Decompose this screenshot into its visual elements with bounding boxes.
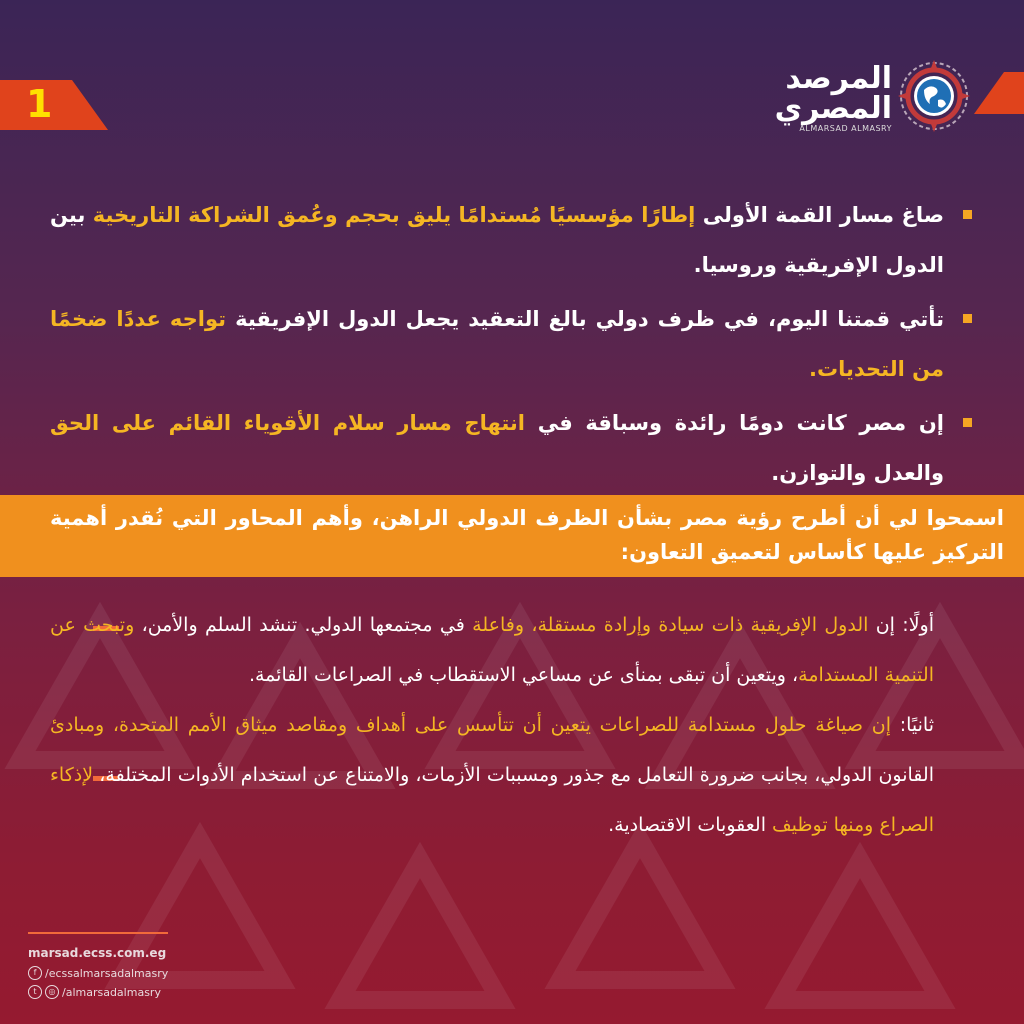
body-text: العقوبات الاقتصادية. (608, 814, 773, 836)
body-text: القانون الدولي، بجانب ضرورة التعامل مع جذور ومسببات الأزمات، والامتناع عن استخدام الأدوات المختلفة، (93, 764, 934, 786)
footer (28, 946, 168, 1004)
vision-points-list (50, 600, 934, 850)
orange-banner (0, 495, 1024, 577)
instagram-icon: ◎ (45, 985, 59, 999)
social-handle: /almarsadalmasry (62, 985, 161, 999)
globe-icon (898, 60, 970, 132)
bullet-item (50, 190, 974, 290)
highlighted-text: وتبحث عن التنمية المستدامة (50, 614, 934, 686)
body-text: والعدل والتوازن. (771, 461, 944, 485)
highlighted-text: إن صياغة حلول مستدامة للصراعات يتعين أن تتأسس على أهداف ومقاصد ميثاق الأمم المتحدة، ومبادئ (50, 714, 891, 736)
highlighted-text: إطارًا مؤسسيًا مُستدامًا يليق بحجم وعُمق الشراكة التاريخية (92, 203, 696, 227)
banner-text: اسمحوا لي أن أطرح رؤية مصر بشأن الظرف الدولي الراهن، وأهم المحاور التي نُقدر أهمية التركيز عليها كأساس لتعميق التعاون: (50, 506, 1004, 564)
body-text: في مجتمعها الدولي. تنشد السلم والأمن، (134, 614, 473, 636)
footer-website[interactable]: marsad.ecss.com.eg (28, 946, 167, 960)
body-text: بين الدول الإفريقية وروسيا. (50, 203, 944, 277)
logo-text-line2: المصري (774, 91, 892, 126)
body-text: ثانيًا: (890, 714, 934, 736)
corner-decoration (974, 72, 1024, 114)
facebook-icon: f (28, 966, 42, 980)
facebook-handle: /ecssalmarsadalmasry (45, 966, 169, 980)
bullet-item (50, 294, 974, 394)
body-text: صاغ مسار القمة الأولى (695, 203, 944, 227)
body-text: إن مصر كانت دومًا رائدة وسباقة في (525, 411, 944, 435)
body-text: تأتي قمتنا اليوم، في ظرف دولي بالغ التعقيد يجعل الدول الإفريقية (226, 307, 944, 331)
footer-social[interactable] (28, 985, 168, 999)
twitter-icon: t (28, 985, 42, 999)
footer-facebook[interactable] (28, 966, 168, 980)
logo (770, 60, 970, 135)
point-item (50, 600, 934, 700)
body-text: ، ويتعين أن تبقى بمنأى عن مساعي الاستقطاب في الصراعات القائمة. (248, 664, 799, 686)
bullet-item (50, 398, 974, 498)
highlighted-text: تواجه عددًا ضخمًا من التحديات. (50, 307, 944, 381)
highlighted-text: انتهاج مسار سلام الأقوياء القائم على الحق (50, 411, 526, 435)
logo-text-line1: المرصد (785, 61, 892, 96)
point-item (50, 700, 934, 850)
key-points-list (50, 190, 974, 502)
page-number: 1 (26, 82, 53, 126)
logo-english: ALMARSAD ALMASRY (799, 124, 892, 133)
page-number-tab (0, 80, 108, 130)
highlighted-text: لإذكاء الصراع ومنها توظيف (50, 764, 934, 836)
footer-divider (28, 932, 168, 934)
body-text: أولًا: إن (868, 614, 934, 636)
highlighted-text: الدول الإفريقية ذات سيادة وإرادة مستقلة، وفاعلة (472, 614, 869, 636)
